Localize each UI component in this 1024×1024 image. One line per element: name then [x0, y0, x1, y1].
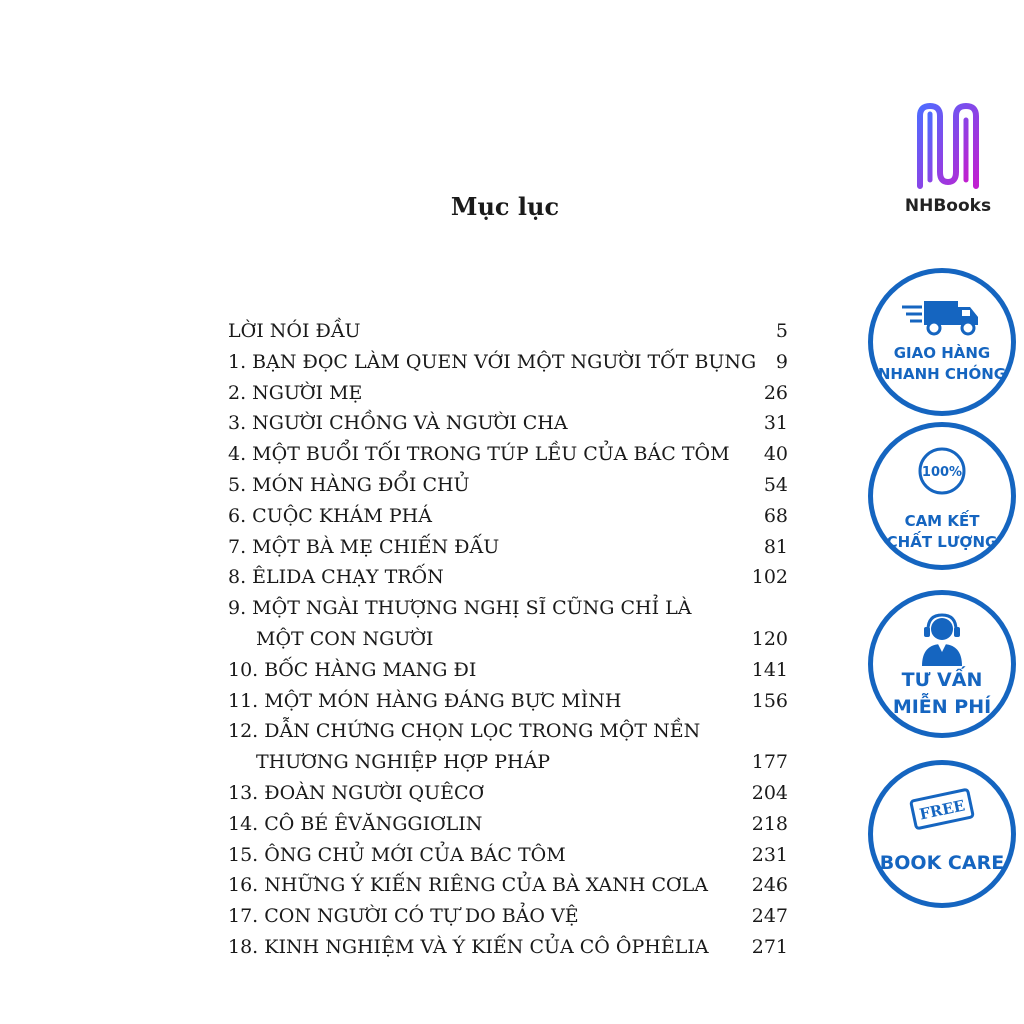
toc-row: [228, 316, 798, 347]
nh-logo-icon: [908, 100, 988, 192]
toc-label: LỜI NÓI ĐẦU: [228, 320, 361, 342]
toc-page-number: 204: [751, 781, 788, 804]
badge-line-1: GIAO HÀNG: [893, 344, 991, 362]
toc-page-number: 9: [775, 350, 788, 373]
toc-row: [228, 378, 798, 409]
toc-row: [228, 439, 798, 470]
toc-page-number: 31: [763, 412, 788, 435]
toc-page-number: 141: [751, 658, 788, 681]
toc-label: 9. MỘT NGÀI THƯỢNG NGHỊ SĨ CŨNG CHỈ LÀ: [228, 597, 692, 620]
toc-row: [228, 562, 798, 593]
toc-row: [228, 716, 798, 747]
badge-line-2: MIỄN PHÍ: [892, 696, 992, 718]
toc-label: 1. BẠN ĐỌC LÀM QUEN VỚI MỘT NGƯỜI TỐT BỤNG: [228, 350, 757, 373]
toc-page-number: 247: [751, 905, 788, 928]
toc-label: 15. ÔNG CHỦ MỚI CỦA BÁC TÔM: [228, 843, 566, 866]
table-of-contents: [228, 316, 798, 963]
toc-row: [228, 870, 798, 901]
toc-page-number: 120: [751, 627, 788, 650]
badge-line-2: NHANH CHÓNG: [877, 365, 1007, 383]
toc-label: 10. BỐC HÀNG MANG ĐI: [228, 658, 477, 681]
page-title: Mục lục: [450, 192, 560, 221]
seal-text: 100%: [921, 465, 963, 480]
free-stamp-icon: [907, 787, 977, 831]
toc-page-number: 246: [751, 874, 788, 897]
toc-label: 8. ÊLIDA CHẠY TRỐN: [228, 566, 444, 589]
toc-label: 2. NGƯỜI MẸ: [228, 381, 363, 404]
brand-logo: [898, 100, 998, 216]
toc-page-number: 26: [763, 381, 788, 404]
toc-page-number: 271: [751, 935, 788, 958]
toc-label: THƯƠNG NGHIỆP HỢP PHÁP: [256, 751, 551, 774]
toc-row: [228, 408, 798, 439]
toc-label: MỘT CON NGƯỜI: [256, 627, 434, 650]
toc-row: [228, 778, 798, 809]
toc-label: 3. NGƯỜI CHỒNG VÀ NGƯỜI CHA: [228, 412, 568, 435]
toc-page-number: 177: [751, 751, 788, 774]
badge-line-1: BOOK CARE: [879, 852, 1005, 874]
toc-row-continuation: [228, 624, 798, 655]
toc-page-number: 156: [751, 689, 788, 712]
badge-line-1: CAM KẾT: [904, 512, 980, 530]
toc-label: 5. MÓN HÀNG ĐỔI CHỦ: [228, 473, 470, 496]
badge-fast-delivery: [868, 268, 1016, 416]
toc-row: [228, 932, 798, 963]
badge-line-1: TƯ VẤN: [901, 669, 983, 691]
toc-row: [228, 501, 798, 532]
toc-page-number: 102: [751, 566, 788, 589]
delivery-truck-icon: [900, 297, 984, 337]
badge-line-2: CHẤT LƯỢNG: [886, 533, 998, 551]
support-agent-icon: [918, 612, 966, 666]
badge-free-consulting: [868, 590, 1016, 738]
toc-label: 17. CON NGƯỜI CÓ TỰ DO BẢO VỆ: [228, 905, 579, 928]
toc-row: [228, 593, 798, 624]
toc-row: [228, 655, 798, 686]
toc-label: 16. NHỮNG Ý KIẾN RIÊNG CỦA BÀ XANH CƠLA: [228, 874, 708, 897]
toc-page-number: 54: [763, 473, 788, 496]
toc-row: [228, 901, 798, 932]
toc-label: 18. KINH NGHIỆM VÀ Ý KIẾN CỦA CÔ ÔPHÊLIA: [228, 935, 709, 958]
toc-page-number: 81: [763, 535, 788, 558]
toc-row: [228, 686, 798, 717]
toc-label: 6. CUỘC KHÁM PHÁ: [228, 504, 432, 527]
toc-row-continuation: [228, 747, 798, 778]
toc-row: [228, 347, 798, 378]
toc-label: 12. DẪN CHỨNG CHỌN LỌC TRONG MỘT NỀN: [228, 720, 701, 743]
stamp-text: FREE: [917, 796, 967, 824]
toc-label: 13. ĐOÀN NGƯỜI QUÊCƠ: [228, 781, 485, 804]
toc-label: 7. MỘT BÀ MẸ CHIẾN ĐẤU: [228, 535, 500, 558]
toc-row: [228, 470, 798, 501]
toc-row: [228, 809, 798, 840]
toc-page-number: 218: [751, 812, 788, 835]
toc-page-number: 5: [775, 320, 788, 342]
hundred-percent-seal-icon: [916, 445, 968, 497]
brand-name: NHBooks: [904, 196, 992, 216]
toc-label: 4. MỘT BUỔI TỐI TRONG TÚP LỀU CỦA BÁC TÔM: [228, 443, 730, 466]
toc-page-number: 40: [763, 443, 788, 466]
toc-row: [228, 840, 798, 871]
toc-page-number: 231: [751, 843, 788, 866]
badge-book-care: [868, 760, 1016, 908]
toc-row: [228, 532, 798, 563]
toc-page-number: 68: [763, 504, 788, 527]
badge-quality-guarantee: [868, 422, 1016, 570]
toc-label: 14. CÔ BÉ ÊVĂNGGIƠLIN: [228, 812, 483, 835]
toc-label: 11. MỘT MÓN HÀNG ĐÁNG BỰC MÌNH: [228, 689, 622, 712]
